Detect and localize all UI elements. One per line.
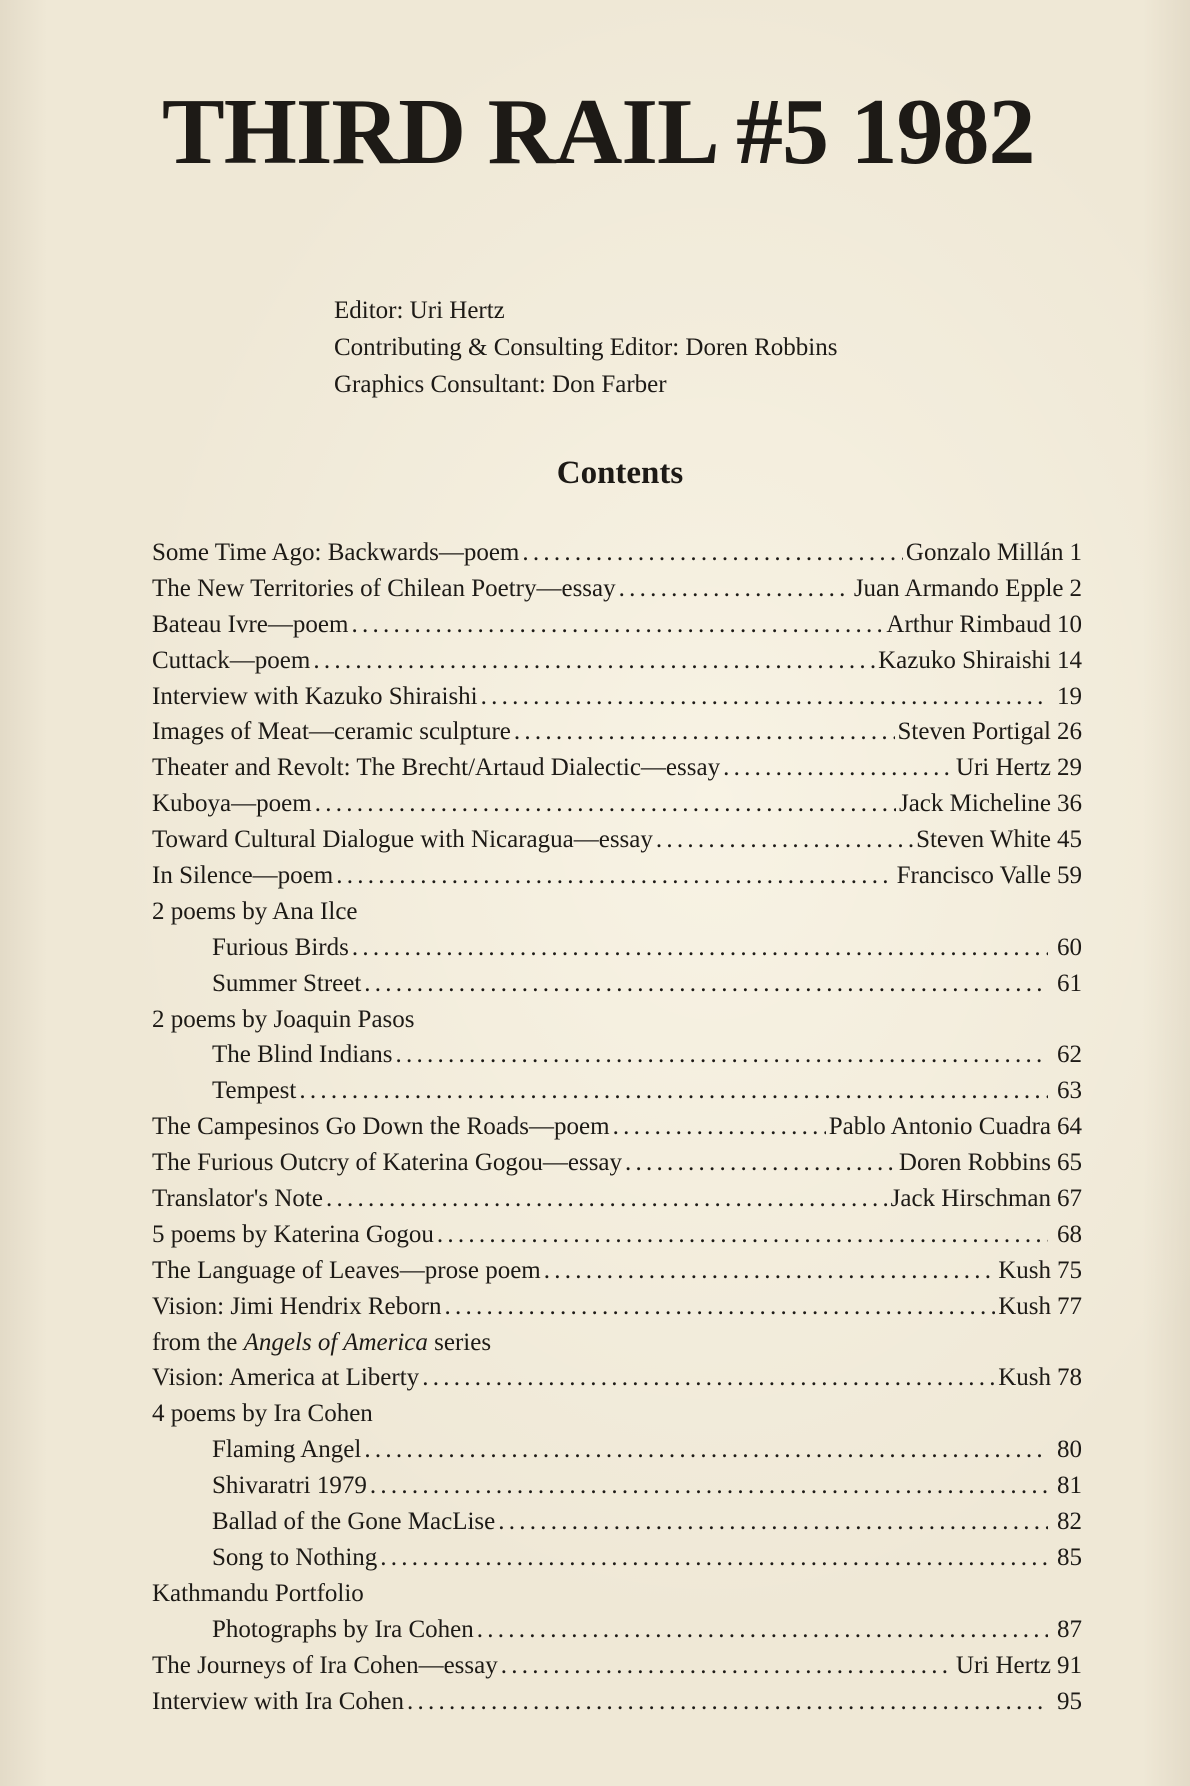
toc-entry-page: 85: [1057, 1543, 1082, 1571]
toc-entry-page: 45: [1057, 826, 1082, 854]
toc-entry-page: 78: [1057, 1364, 1082, 1392]
toc-entry-title: Vision: America at Liberty: [152, 1364, 420, 1392]
toc-entry-page: 59: [1057, 862, 1082, 890]
toc-entry: [152, 1181, 1082, 1217]
series-title: Angels of America: [243, 1328, 428, 1356]
toc-group-heading: [152, 894, 1082, 930]
toc-entry-title: Tempest: [212, 1077, 297, 1105]
toc-entry: [152, 1360, 1082, 1396]
toc-subentry: [152, 1504, 1082, 1540]
toc-entry: [152, 750, 1082, 786]
masthead-editor: Editor: Uri Hertz: [334, 297, 505, 324]
toc-subentry: [152, 1540, 1082, 1576]
dot-leader: [336, 858, 893, 894]
dot-leader: [522, 535, 903, 571]
toc-entry-author: Steven White: [916, 826, 1051, 854]
toc-entry-title: Interview with Ira Cohen: [152, 1687, 405, 1715]
dot-leader: [477, 1612, 1048, 1648]
toc-entry-title: Kuboya—poem: [152, 790, 312, 818]
toc-entry-title: The Blind Indians: [212, 1041, 393, 1069]
dot-leader: [352, 930, 1048, 966]
toc-entry: [152, 786, 1082, 822]
dot-leader: [315, 786, 896, 822]
dot-leader: [370, 1468, 1048, 1504]
toc-entry-title: Photographs by Ira Cohen: [212, 1615, 474, 1643]
toc-entry: [152, 1289, 1082, 1325]
toc-entry-title: The New Territories of Chilean Poetry—essay: [152, 574, 616, 602]
toc-entry-page: 68: [1057, 1220, 1082, 1248]
dot-leader: [351, 607, 883, 643]
dot-leader: [313, 643, 875, 679]
toc-entry: [152, 1684, 1082, 1720]
toc-entry-page: 62: [1057, 1041, 1082, 1069]
toc-entry: [152, 1253, 1082, 1289]
toc-entry-title: Images of Meat—ceramic sculpture: [152, 718, 511, 746]
toc-subentry: [152, 1612, 1082, 1648]
toc-entry-title: Summer Street: [212, 969, 362, 997]
toc-entry-page: 14: [1057, 646, 1082, 674]
toc-entry-title: Furious Birds: [212, 933, 349, 961]
toc-group-title: 2 poems by Joaquin Pasos: [152, 1005, 415, 1033]
toc-entry-title: The Furious Outcry of Katerina Gogou—essay: [152, 1149, 623, 1177]
toc-entry-title: The Campesinos Go Down the Roads—poem: [152, 1113, 610, 1141]
toc-entry-author: Kazuko Shiraishi: [878, 646, 1051, 674]
page-title: THIRD RAIL #5 1982: [162, 80, 1035, 184]
toc-entry-author: Kush: [998, 1292, 1051, 1320]
toc-entry: [152, 535, 1082, 571]
toc-entry: [152, 1109, 1082, 1145]
toc-entry: [152, 1217, 1082, 1253]
dot-leader: [364, 1432, 1048, 1468]
toc-entry-page: 29: [1057, 754, 1082, 782]
table-of-contents: [152, 535, 1082, 1719]
toc-entry-title: Toward Cultural Dialogue with Nicaragua—essay: [152, 826, 653, 854]
dot-leader: [723, 750, 953, 786]
toc-entry: [152, 1145, 1082, 1181]
toc-entry-page: 63: [1057, 1077, 1082, 1105]
toc-subentry: [152, 1037, 1082, 1073]
toc-entry-author: Gonzalo Millán: [905, 539, 1064, 566]
toc-group-heading: [152, 1325, 1082, 1361]
toc-entry-page: 36: [1057, 790, 1082, 818]
toc-entry-page: 91: [1057, 1651, 1082, 1679]
toc-entry-title: In Silence—poem: [152, 862, 334, 890]
dot-leader: [481, 679, 1048, 715]
toc-entry: [152, 714, 1082, 750]
dot-leader: [625, 1145, 896, 1181]
toc-entry-title: Shivaratri 1979: [212, 1472, 367, 1500]
toc-entry-author: Uri Hertz: [955, 754, 1051, 782]
toc-entry-page: 61: [1057, 969, 1082, 997]
toc-entry-author: Arthur Rimbaud: [886, 610, 1051, 638]
toc-entry-page: 26: [1057, 718, 1082, 746]
toc-entry-page: 80: [1057, 1436, 1082, 1464]
toc-entry-author: Steven Portigal: [897, 718, 1051, 746]
toc-entry: [152, 858, 1082, 894]
dot-leader: [364, 966, 1048, 1002]
dot-leader: [444, 1289, 995, 1325]
toc-entry-title: The Journeys of Ira Cohen—essay: [152, 1651, 498, 1679]
toc-entry: [152, 607, 1082, 643]
dot-leader: [437, 1217, 1048, 1253]
dot-leader: [544, 1253, 995, 1289]
toc-entry-page: 81: [1057, 1472, 1082, 1500]
toc-entry-title: 5 poems by Katerina Gogou: [152, 1220, 434, 1248]
toc-subentry: [152, 930, 1082, 966]
dot-leader: [326, 1181, 888, 1217]
toc-entry-author: Uri Hertz: [955, 1651, 1051, 1679]
dot-leader: [407, 1684, 1048, 1720]
toc-entry-title: Bateau Ivre—poem: [152, 610, 349, 638]
toc-entry: [152, 1648, 1082, 1684]
toc-entry-title: Cuttack—poem: [152, 646, 311, 674]
toc-entry-author: Jack Micheline: [898, 790, 1051, 818]
toc-entry-page: 2: [1069, 574, 1082, 602]
toc-subentry: [152, 1432, 1082, 1468]
toc-entry-author: Kush: [998, 1364, 1051, 1392]
toc-subentry: [152, 1073, 1082, 1109]
toc-entry-page: 95: [1057, 1687, 1082, 1715]
toc-group-heading: [152, 1396, 1082, 1432]
toc-entry-page: 64: [1057, 1113, 1082, 1141]
toc-entry-author: Jack Hirschman: [890, 1185, 1051, 1213]
toc-entry-author: Pablo Antonio Cuadra: [828, 1113, 1051, 1141]
toc-entry-title: Translator's Note: [152, 1185, 323, 1213]
toc-group-heading: [152, 1576, 1082, 1612]
toc-entry-page: 10: [1057, 610, 1082, 638]
toc-entry: [152, 822, 1082, 858]
toc-group-heading: [152, 1002, 1082, 1038]
dot-leader: [380, 1540, 1048, 1576]
toc-group-title: 2 poems by Ana Ilce: [152, 897, 358, 925]
toc-group-title: 4 poems by Ira Cohen: [152, 1400, 373, 1428]
toc-subentry: [152, 966, 1082, 1002]
dot-leader: [396, 1037, 1048, 1073]
toc-entry-title: Vision: Jimi Hendrix Reborn: [152, 1292, 442, 1320]
toc-entry-page: 87: [1057, 1615, 1082, 1643]
toc-entry-page: 67: [1057, 1185, 1082, 1213]
toc-entry-author: Francisco Valle: [896, 862, 1051, 890]
toc-entry-title: Interview with Kazuko Shiraishi: [152, 682, 478, 710]
toc-entry-page: 82: [1057, 1508, 1082, 1536]
dot-leader: [501, 1648, 953, 1684]
toc-entry-page: 60: [1057, 933, 1082, 961]
dot-leader: [613, 1109, 826, 1145]
toc-entry-author: Doren Robbins: [898, 1149, 1051, 1177]
toc-entry-title: Ballad of the Gone MacLise: [212, 1508, 496, 1536]
masthead-graphics-consultant: Graphics Consultant: Don Farber: [334, 371, 667, 398]
masthead-contributing-editor: Contributing & Consulting Editor: Doren Robbins: [334, 334, 838, 361]
toc-entry-page: 75: [1057, 1256, 1082, 1284]
contents-heading: Contents: [556, 455, 684, 491]
toc-group-title: from the Angels of America series: [152, 1328, 492, 1356]
toc-entry-title: Theater and Revolt: The Brecht/Artaud Dialectic—essay: [152, 754, 721, 782]
toc-entry-title: Song to Nothing: [212, 1543, 378, 1571]
toc-entry-author: Kush: [998, 1256, 1051, 1284]
dot-leader: [498, 1504, 1048, 1540]
dot-leader: [619, 571, 851, 607]
toc-entry-page: 1: [1069, 539, 1082, 566]
toc-entry-page: 19: [1057, 682, 1082, 710]
toc-group-title: Kathmandu Portfolio: [152, 1579, 364, 1607]
toc-entry-page: 65: [1057, 1149, 1082, 1177]
toc-entry: [152, 679, 1082, 715]
toc-entry: [152, 643, 1082, 679]
toc-entry-page: 77: [1057, 1292, 1082, 1320]
toc-entry-title: Some Time Ago: Backwards—poem: [152, 539, 520, 566]
toc-subentry: [152, 1468, 1082, 1504]
dot-leader: [299, 1073, 1048, 1109]
toc-entry-author: Juan Armando Epple: [853, 574, 1064, 602]
toc-entry-title: The Language of Leaves—prose poem: [152, 1256, 541, 1284]
toc-entry: [152, 571, 1082, 607]
masthead: [334, 292, 837, 403]
dot-leader: [656, 822, 913, 858]
dot-leader: [422, 1360, 995, 1396]
toc-entry-title: Flaming Angel: [212, 1436, 362, 1464]
dot-leader: [514, 714, 895, 750]
